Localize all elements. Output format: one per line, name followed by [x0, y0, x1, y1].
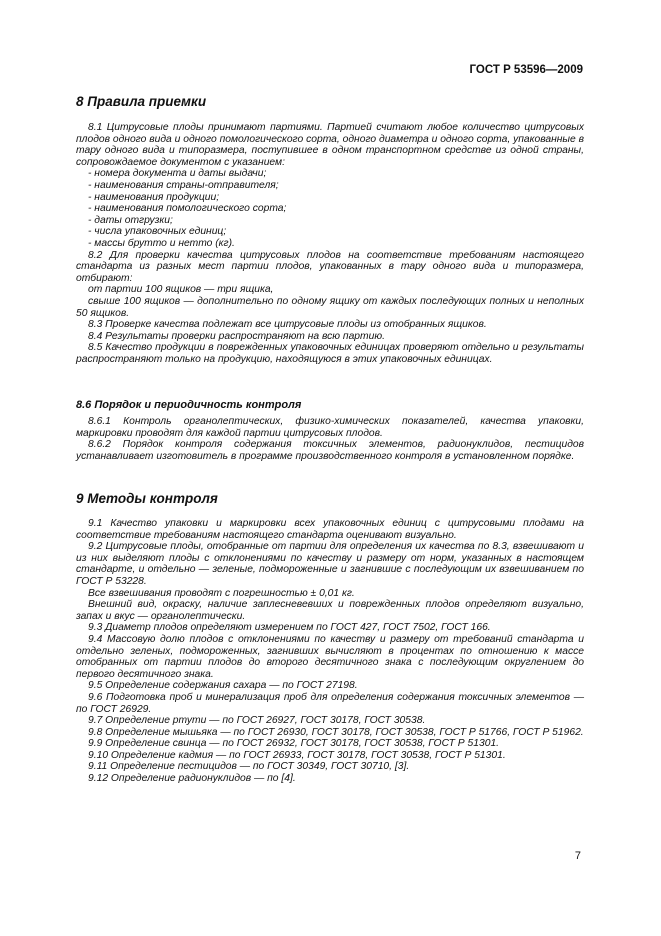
- paragraph-8-2-b: свыше 100 ящиков — дополнительно по одному ящику от каждых последующих полных и неполных 50 ящиков.: [76, 295, 584, 319]
- paragraph-9-8: 9.8 Определение мышьяка — по ГОСТ 26930, ГОСТ 30178, ГОСТ 30538, ГОСТ Р 51766, ГОСТ Р 51962.: [88, 726, 584, 738]
- paragraph-8-6-1: 8.6.1 Контроль органолептических, физико-химических показателей, качества упаковки, маркировки проводят для каждой партии цитрусовых плодов.: [76, 416, 584, 439]
- subsection-8-6-title: 8.6 Порядок и периодичность контроля: [76, 399, 302, 411]
- paragraph-9-12: 9.12 Определение радионуклидов — по [4].: [88, 773, 296, 785]
- list-item: - даты отгрузки;: [88, 214, 173, 226]
- list-item: - наименования продукции;: [88, 191, 220, 203]
- paragraph-8-6-2: 8.6.2 Порядок контроля содержания токсичных элементов, радионуклидов, пестицидов устанавливает изготовитель в программе производственного контроля в установленном порядке.: [76, 439, 584, 462]
- paragraph-8-2: 8.2 Для проверки качества цитрусовых плодов на соответствие требованиям настоящего стандарта из разных мест партии плодов, упакованных в тару одного вида и типоразмера, отбирают:: [76, 249, 584, 284]
- section-8-title: 8 Правила приемки: [76, 94, 207, 109]
- list-item: - числа упаковочных единиц;: [88, 226, 227, 238]
- paragraph-8-3: 8.3 Проверке качества подлежат все цитрусовые плоды из отобранных ящиков.: [88, 319, 487, 331]
- page-number: 7: [574, 850, 581, 862]
- section-8-body: [76, 122, 584, 365]
- paragraph-9-1: 9.1 Качество упаковки и маркировки всех упаковочных единиц с цитрусовыми плодами на соответствие требованиям настоящего стандарта оценивают визуально.: [76, 518, 584, 541]
- section-9-title: 9 Методы контроля: [76, 491, 218, 506]
- section-9-body: [76, 518, 584, 785]
- list-item: - массы брутто и нетто (кг).: [88, 237, 235, 249]
- paragraph-9-5: 9.5 Определение содержания сахара — по ГОСТ 27198.: [88, 680, 358, 692]
- paragraph-8-1: 8.1 Цитрусовые плоды принимают партиями. Партией считают любое количество цитрусовых плодов одного вида и одного помологического сорта, одного диаметра и одного сорта, упакованные в тару одного вида и типоразмера, поступившее в одном транспортном средстве из одной страны, сопровождаемое документом с указанием:: [76, 122, 584, 168]
- subsection-8-6-body: [76, 416, 584, 462]
- paragraph-9-9: 9.9 Определение свинца — по ГОСТ 26932, ГОСТ 30178, ГОСТ 30538, ГОСТ Р 51301.: [88, 738, 500, 750]
- paragraph-8-5: 8.5 Качество продукции в поврежденных упаковочных единицах проверяют отдельно и результаты распространяют только на продукцию, находящуюся в этих упаковочных единицах.: [76, 342, 584, 365]
- list-item: - наименования помологического сорта;: [88, 203, 287, 215]
- standard-number: ГОСТ Р 53596—2009: [469, 64, 583, 76]
- paragraph-8-4: 8.4 Результаты проверки распространяют на всю партию.: [88, 330, 385, 342]
- paragraph-9-4: 9.4 Массовую долю плодов с отклонениями по качеству и размеру от требований стандарта и отдельно зеленых, подмороженных, загнивших вычисляют в процентах по отношению к массе отобранных от партии плодов до второго десятичного знака с последующим округлением до первого десятичного знака.: [76, 633, 584, 680]
- paragraph-9-2-b: Внешний вид, окраску, наличие заплесневевших и поврежденных плодов определяют визуально, запах и вкус — органолептически.: [76, 599, 584, 622]
- list-item: - номера документа и даты выдачи;: [88, 168, 267, 180]
- paragraph-9-10: 9.10 Определение кадмия — по ГОСТ 26933, ГОСТ 30178, ГОСТ 30538, ГОСТ Р 51301.: [88, 749, 506, 761]
- paragraph-9-3: 9.3 Диаметр плодов определяют измерением по ГОСТ 427, ГОСТ 7502, ГОСТ 166.: [88, 622, 491, 634]
- paragraph-9-7: 9.7 Определение ртути — по ГОСТ 26927, ГОСТ 30178, ГОСТ 30538.: [88, 715, 426, 727]
- list-item: - наименования страны-отправителя;: [88, 179, 279, 191]
- paragraph-9-2: 9.2 Цитрусовые плоды, отобранные от партии для определения их качества по 8.3, взвешивают и из них выделяют плоды с отклонениями по качеству и размеру от норм, указанных в настоящем стандарте, и отдельно — зеленые, подмороженные и загнившие с последующим их взвешиванием по ГОСТ Р 53228.: [76, 541, 584, 587]
- paragraph-8-2-a: от партии 100 ящиков — три ящика,: [88, 284, 274, 296]
- paragraph-9-6: 9.6 Подготовка проб и минерализация проб для определения содержания токсичных элементов — по ГОСТ 26929.: [76, 691, 584, 715]
- paragraph-9-11: 9.11 Определение пестицидов — по ГОСТ 30349, ГОСТ 30710, [3].: [88, 761, 410, 773]
- paragraph-9-2-a: Все взвешивания проводят с погрешностью ± 0,01 кг.: [88, 587, 355, 599]
